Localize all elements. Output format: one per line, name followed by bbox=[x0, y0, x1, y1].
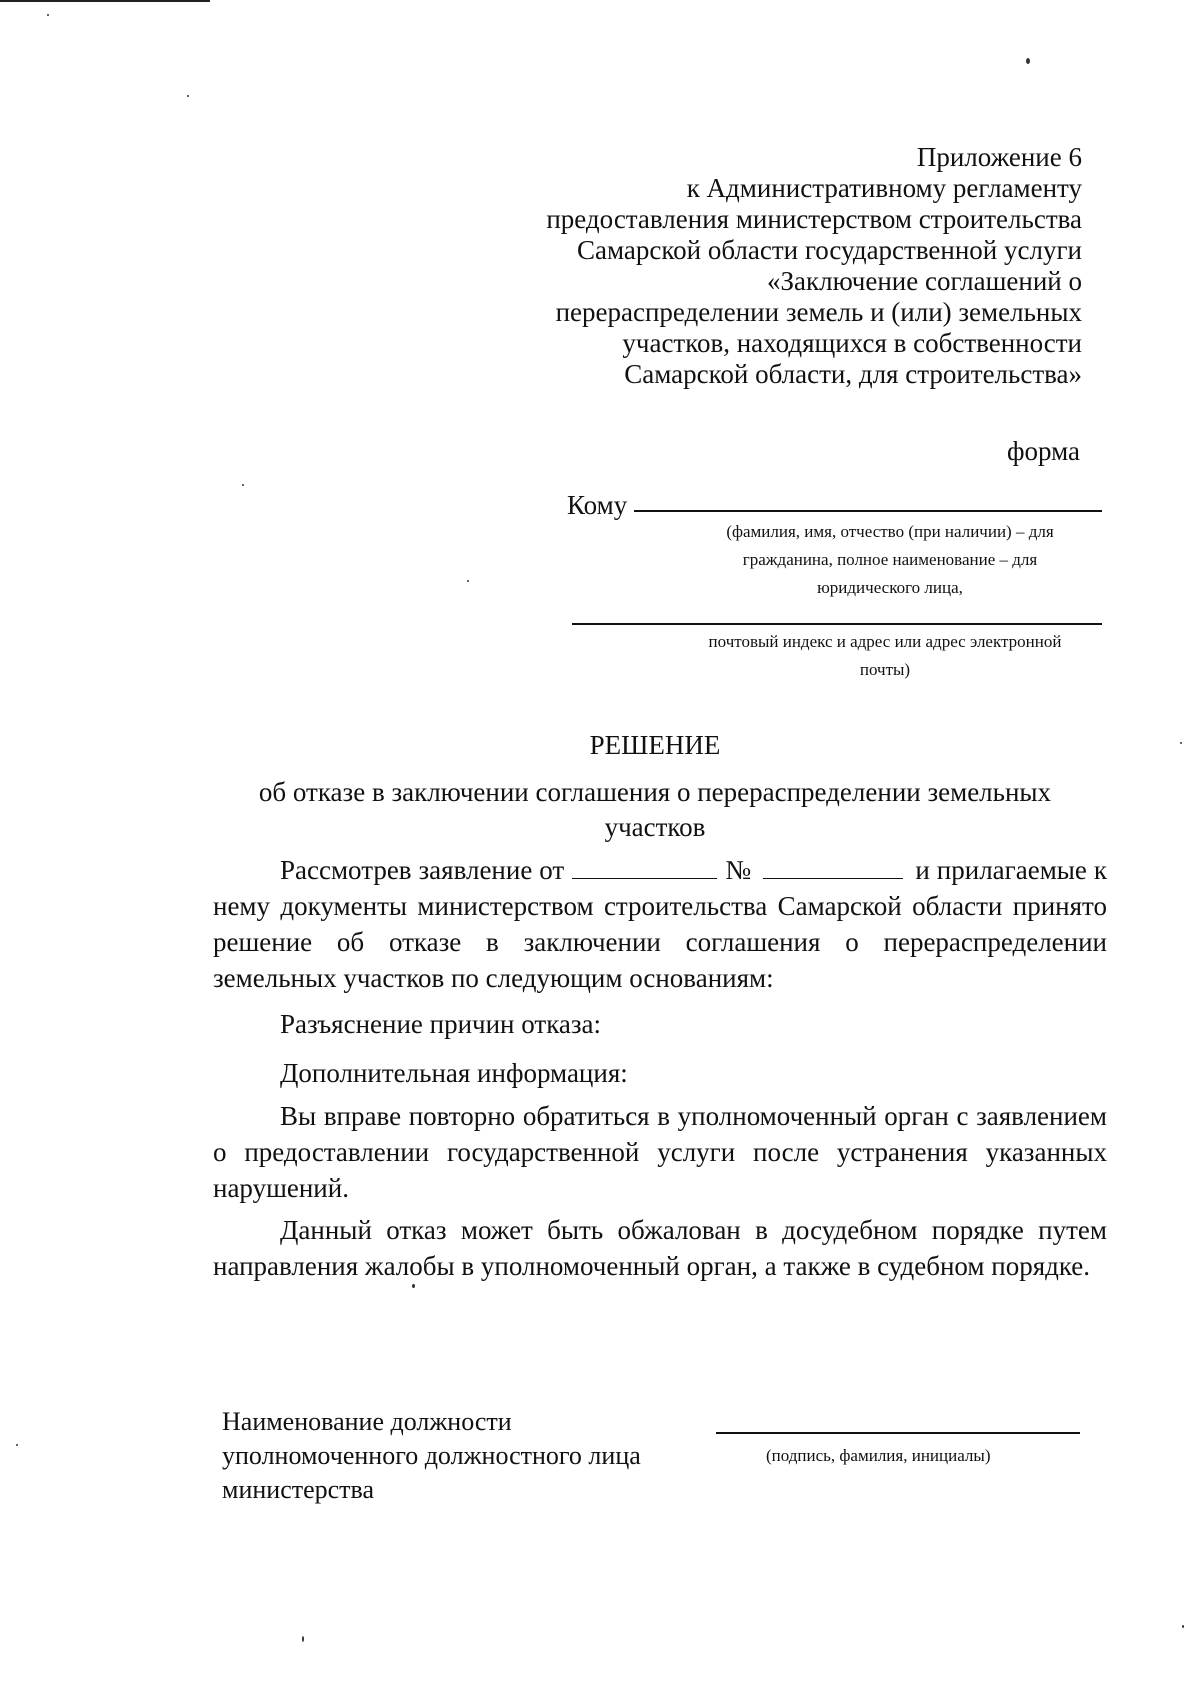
recipient-name-hint bbox=[660, 518, 1120, 602]
refusal-reasons-label: Разъяснение причин отказа: bbox=[280, 1009, 602, 1039]
signatory-position bbox=[222, 1405, 641, 1507]
scan-speck bbox=[1182, 1625, 1184, 1628]
appendix-line: Самарской области государственной услуги bbox=[577, 235, 1082, 265]
scan-speck bbox=[467, 580, 469, 582]
application-number-field[interactable] bbox=[763, 856, 903, 879]
application-date-label: Рассмотрев заявление от bbox=[280, 855, 565, 885]
appendix-line: к Административному регламенту bbox=[686, 173, 1082, 203]
form-label: форма bbox=[1007, 436, 1080, 466]
appendix-line: перераспределении земель и (или) земельных bbox=[555, 297, 1082, 327]
signature-field[interactable] bbox=[716, 1432, 1080, 1434]
decision-title: РЕШЕНИЕ bbox=[589, 730, 721, 760]
signatory-line: уполномоченного должностного лица bbox=[222, 1441, 641, 1470]
appendix-line: «Заключение соглашений о bbox=[767, 266, 1082, 296]
recipient-name-field[interactable] bbox=[634, 510, 1102, 512]
appendix-line: Самарской области, для строительства» bbox=[624, 359, 1082, 389]
signature-hint: (подпись, фамилия, инициалы) bbox=[766, 1446, 991, 1465]
application-date-field[interactable] bbox=[572, 856, 717, 879]
body-paragraph-1-rest: и прилагаемые к нему документы министерством строительства Самарской области принято решение об отказе в заключении соглашения о перераспределении земельных участков по следующим основаниям: bbox=[213, 855, 1107, 993]
hint-line: гражданина, полное наименование – для bbox=[742, 550, 1038, 569]
scan-edge-line bbox=[0, 0, 210, 2]
recipient-address-hint bbox=[670, 628, 1100, 684]
signatory-line: министерства bbox=[222, 1475, 375, 1504]
hint-line: почты) bbox=[859, 660, 911, 679]
appendix-line: предоставления министерством строительства bbox=[546, 204, 1082, 234]
scan-speck bbox=[242, 484, 244, 486]
scan-speck bbox=[47, 14, 49, 16]
appendix-header bbox=[462, 142, 1082, 390]
application-number-sign: № bbox=[725, 855, 752, 885]
scan-speck bbox=[302, 1636, 304, 1642]
scan-speck bbox=[1026, 58, 1030, 64]
hint-line: почтовый индекс и адрес или адрес электронной bbox=[708, 632, 1062, 651]
recipient-address-field[interactable] bbox=[572, 623, 1102, 625]
additional-info-label: Дополнительная информация: bbox=[280, 1058, 628, 1088]
hint-line: (фамилия, имя, отчество (при наличии) – для bbox=[726, 522, 1054, 541]
body-paragraph-reapply: Вы вправе повторно обратиться в уполномоченный орган с заявлением о предоставлении государственной услуги после устранения указанных нарушений. bbox=[213, 1101, 1107, 1203]
decision-subtitle: об отказе в заключении соглашения о перераспределении земельных участков bbox=[258, 777, 1052, 842]
signatory-line: Наименование должности bbox=[222, 1407, 512, 1436]
scan-speck bbox=[412, 1284, 415, 1288]
recipient-label: Кому bbox=[567, 490, 628, 520]
appendix-line: участков, находящихся в собственности bbox=[622, 328, 1082, 358]
scan-speck bbox=[187, 95, 189, 97]
body-paragraph-1 bbox=[213, 852, 1107, 996]
scan-speck bbox=[16, 1444, 18, 1446]
appendix-line: Приложение 6 bbox=[916, 142, 1082, 172]
hint-line: юридического лица, bbox=[817, 578, 963, 597]
body-paragraph-appeal: Данный отказ может быть обжалован в досудебном порядке путем направления жалобы в уполномоченный орган, а также в судебном порядке. bbox=[213, 1215, 1107, 1281]
